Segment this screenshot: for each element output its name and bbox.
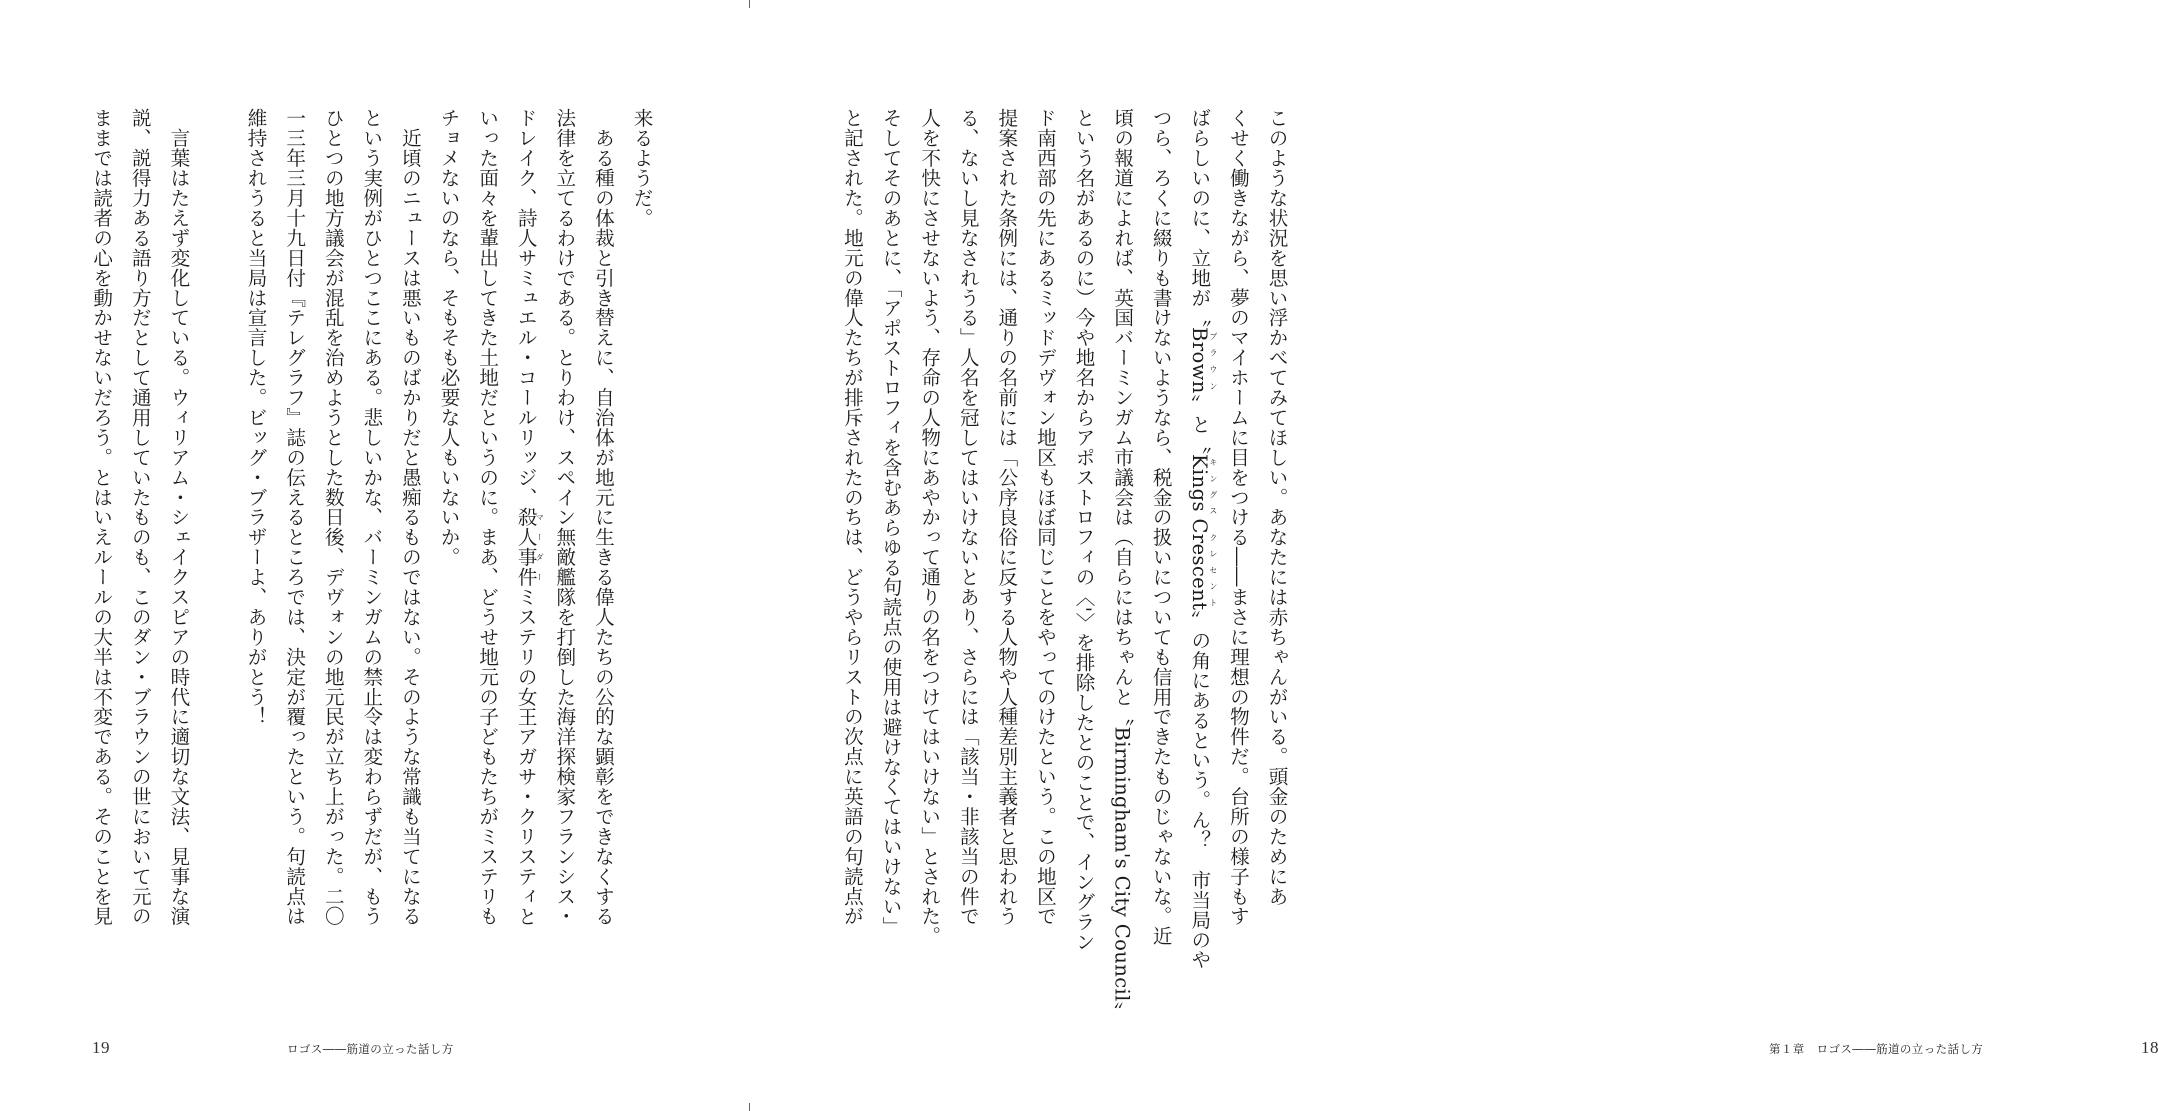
- left-page: [0, 0, 750, 1111]
- line-fragment: ドレイク、詩人サミュエル・コールリッジ、: [514, 108, 538, 507]
- body-line: ある種の体裁と引き替えに、自治体が地元に生きる偉人たちの公的な顕彰をできなくする: [591, 108, 615, 926]
- ruby-word: [514, 507, 545, 587]
- body-line: ままでは読者の心を動かせないだろう。とはいえルールの大半は不変である。そのことを見: [89, 108, 113, 926]
- ruby-word: [1187, 454, 1218, 611]
- body-line: 近頃のニュースは悪いものばかりだと愚痴るものではない。そのような常識も当てになる: [398, 108, 422, 926]
- line-fragment: 〟の角にあるという。ん？ 市当局のや: [1187, 610, 1211, 970]
- body-line: と記された。地元の偉人たちが排斥されたのちは、どうやらリストの次点に英語の句読点が: [840, 108, 864, 926]
- ruby-word: [1187, 327, 1218, 395]
- right-page: [750, 0, 2159, 1111]
- page-number: 18: [2141, 1038, 2159, 1057]
- body-line-with-ruby: [1179, 108, 1218, 970]
- body-line: という名があるのに）今や地名からアポストロフィの〈'〉を排除したとのことで、イングラン: [1072, 108, 1096, 952]
- body-line: くせく働きながら、夢のマイホームに目をつける――まさに理想の物件だ。台所の様子もす: [1226, 108, 1250, 926]
- blank-line: [197, 108, 236, 938]
- left-page-body: [85, 108, 660, 938]
- ruby-base: Kings Crescent: [1187, 454, 1211, 611]
- body-line: 一三年三月十九日付『テレグラフ』誌の伝えるところでは、決定が覆ったという。句読点は: [282, 108, 306, 926]
- ruby-reading: ブラウン: [1208, 327, 1218, 395]
- body-line: 来るようだ。: [630, 108, 653, 228]
- body-line-with-ruby: [506, 108, 545, 938]
- body-line: という実例がひとつここにある。悲しいかな、バーミンガムの禁止令は変わらずだが、もう: [359, 108, 383, 926]
- body-line: そしてそのあとに、「アポストロフィを含むあらゆる句読点の使用は避けなくてはいけない」: [879, 108, 903, 937]
- right-page-body: [815, 108, 1295, 1022]
- ruby-base: 殺人事件: [514, 507, 538, 587]
- body-line: ひとつの地方議会が混乱を治めようとした数日後、デヴォンの地元民が立ち上がった。二〇: [321, 108, 345, 926]
- running-head: 第１章 ロゴス――筋道の立った話し方: [1769, 1042, 1984, 1056]
- line-fragment: 〟と〝: [1187, 394, 1211, 455]
- body-line: 法律を立てるわけである。とりわけ、スペイン無敵艦隊を打倒した海洋探検家フランシス・: [552, 108, 576, 926]
- line-fragment: ミステリの女王アガサ・クリスティと: [514, 586, 538, 926]
- running-head: ロゴス――筋道の立った話し方: [287, 1042, 454, 1056]
- body-line: 提案された条例には、通りの名前には「公序良俗に反する人物や人種差別主義者と思われう: [994, 108, 1018, 926]
- body-line: つら、ろくに綴りも書けないようなら、税金の扱いについても信用できたものじゃないな。近: [1149, 108, 1173, 946]
- body-line: 維持されうると当局は宣言した。ビッグ・ブラザーよ、ありがとう！: [244, 108, 268, 727]
- body-line: いった面々を輩出してきた土地だというのに。まあ、どうせ地元の子どもたちがミステリも: [475, 108, 499, 926]
- body-line: る、ないし見なされうる」人名を冠してはいけないとあり、さらには「該当・非該当の件で: [956, 108, 980, 926]
- body-line: 説、説得力ある語り方だとして通用していたものも、このダン・ブラウンの世において元の: [128, 108, 152, 926]
- body-line: 言葉はたえず変化している。ウィリアム・シェイクスピアの時代に適切な文法、見事な演: [166, 108, 190, 926]
- body-line: ド南西部の先にあるミッドデヴォン地区もほぼ同じことをやってのけたという。この地区で: [1033, 108, 1057, 926]
- ruby-reading: マーダー: [535, 507, 545, 587]
- ruby-base: Brown: [1187, 327, 1211, 395]
- body-line: 頃の報道によれば、英国バーミンガム市議会は（自らにはちゃんと〝Birmingham's City Council〟: [1110, 108, 1134, 1022]
- body-line: このような状況を思い浮かべてみてほしい。あなたには赤ちゃんがいる。頭金のためにあ: [1265, 108, 1288, 906]
- line-fragment: ばらしいのに、立地が〝: [1187, 108, 1211, 328]
- body-line: チョメないのなら、そもそも必要な人もいないか。: [437, 108, 461, 567]
- ruby-reading: キングス クレセント: [1208, 454, 1218, 611]
- page-number: 19: [92, 1038, 110, 1057]
- body-line: 人を不快にさせないよう、存命の人物にあやかって通りの名をつけてはいけない」とされた。: [917, 108, 941, 946]
